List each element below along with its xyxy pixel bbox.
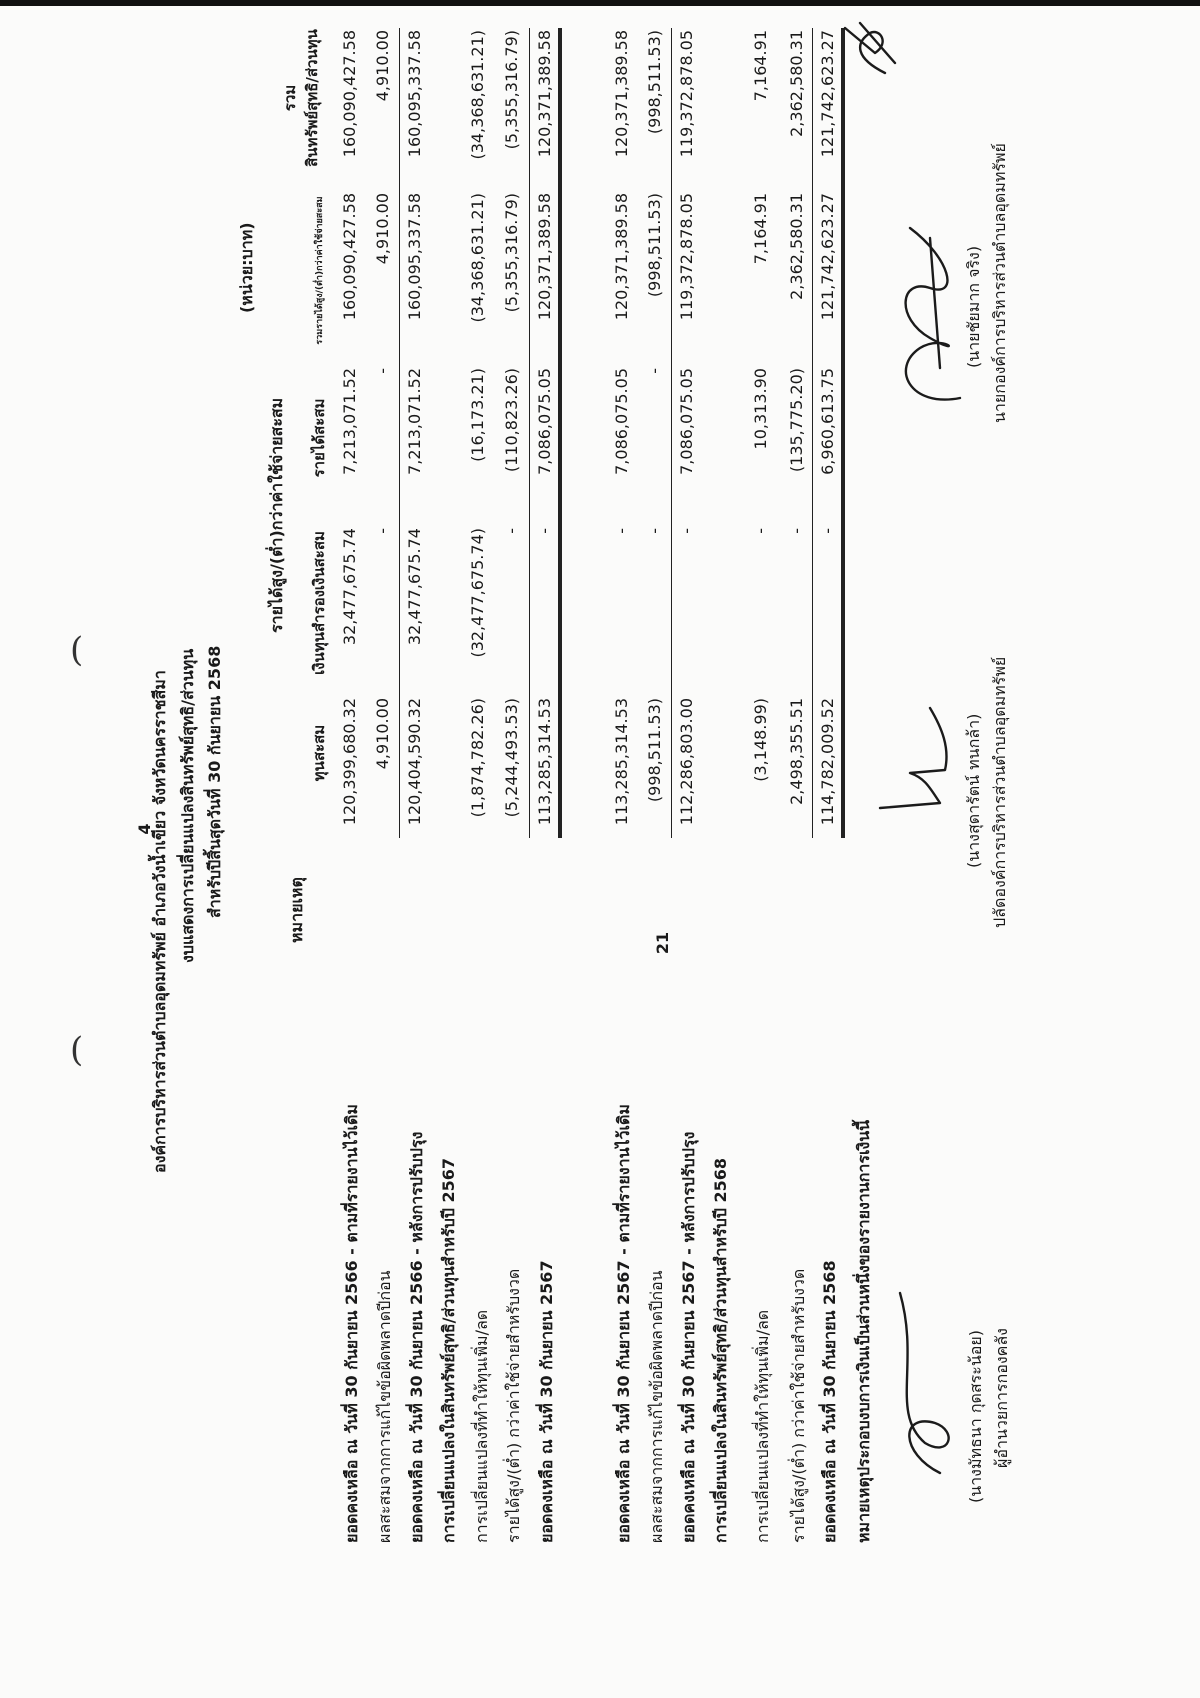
cell-total-equity: 2,362,580.31	[787, 30, 806, 137]
row-label: การเปลี่ยนแปลงที่ทำให้ทุนเพิ่ม/ลด	[472, 1309, 491, 1543]
cell-total-surplus: 160,090,427.58	[340, 193, 359, 321]
signatory-name: (นายชัยมาก จริง)	[964, 245, 983, 368]
cell-reserve: 32,477,675.74	[405, 528, 424, 646]
subtotal-rule	[671, 28, 672, 838]
signatory-name: (นางสุดารัตน์ ทนกล้า)	[964, 713, 983, 868]
cell-total-equity: 160,095,337.58	[405, 30, 424, 158]
cell-reserve: -	[818, 528, 837, 534]
column-header-reserve: เงินทุนสำรองเงินสะสม	[310, 531, 328, 675]
cell-reserve: -	[677, 528, 696, 534]
cell-capital: 120,399,680.32	[340, 698, 359, 826]
cell-accumulated: (135,775.20)	[787, 368, 806, 473]
cell-accumulated: 10,313.90	[751, 368, 770, 450]
row-label: ผลสะสมจากการแก้ไขข้อผิดพลาดปีก่อน	[375, 1270, 394, 1543]
column-header-note: หมายเหตุ	[287, 877, 306, 943]
cell-capital: (998,511.53)	[645, 698, 664, 803]
cell-capital: 113,285,314.53	[535, 698, 554, 826]
cell-total-surplus: 7,164.91	[751, 193, 770, 265]
cell-capital: 112,286,803.00	[677, 698, 696, 826]
cell-reserve: -	[373, 528, 392, 534]
initial-mark	[835, 13, 905, 83]
row-label: รายได้สูง/(ต่ำ) กว่าค่าใช้จ่ายสำหรับงวด	[504, 1268, 523, 1543]
statement-title: งบแสดงการเปลี่ยนแปลงสินทรัพย์สุทธิ/ส่วนทุน	[178, 648, 197, 963]
cell-reserve: -	[645, 528, 664, 534]
signatory-name: (นางมัทธนา กุดสระน้อย)	[966, 1329, 985, 1503]
cell-total-surplus: (5,355,316.79)	[502, 193, 521, 313]
column-header-total-surplus: รวมรายได้สูง/(ต่ำ)กว่าค่าใช้จ่ายสะสม	[315, 196, 325, 345]
cell-accumulated: 7,213,071.52	[405, 368, 424, 475]
cell-accumulated: 7,086,075.05	[677, 368, 696, 475]
subtotal-rule	[529, 28, 530, 838]
cell-total-equity: 121,742,623.27	[818, 30, 837, 158]
cell-accumulated: -	[645, 368, 664, 374]
subtotal-rule	[812, 28, 813, 838]
row-label: การเปลี่ยนแปลงที่ทำให้ทุนเพิ่ม/ลด	[753, 1309, 772, 1543]
column-header-accumulated: รายได้สะสม	[310, 398, 328, 478]
column-header-capital: ทุนสะสม	[310, 724, 328, 782]
cell-total-surplus: 121,742,623.27	[818, 193, 837, 321]
subtotal-rule	[399, 28, 400, 838]
column-header-surplus-group: รายได้สูง/(ต่ำ)กว่าค่าใช้จ่ายสะสม	[267, 397, 286, 633]
cell-total-equity: 120,371,389.58	[535, 30, 554, 158]
footnote: หมายเหตุประกอบงบการเงินเป็นส่วนหนึ่งของรายงานการเงินนี้	[854, 1119, 873, 1543]
row-label: ผลสะสมจากการแก้ไขข้อผิดพลาดปีก่อน	[647, 1270, 666, 1543]
signature-chief-administrator	[870, 698, 960, 848]
row-label: ยอดคงเหลือ ณ วันที่ 30 กันยายน 2568	[820, 1260, 839, 1543]
cell-total-equity: (5,355,316.79)	[502, 30, 521, 150]
cell-total-equity: (998,511.53)	[645, 30, 664, 135]
cell-capital: 113,285,314.53	[612, 698, 631, 826]
cell-reserve: -	[612, 528, 631, 534]
cell-total-equity: (34,368,631.21)	[468, 30, 487, 160]
cell-total-surplus: 160,095,337.58	[405, 193, 424, 321]
row-label: ยอดคงเหลือ ณ วันที่ 30 กันยายน 2567	[537, 1260, 556, 1543]
row-label: ยอดคงเหลือ ณ วันที่ 30 กันยายน 2567 - หลังการปรับปรุง	[679, 1131, 698, 1543]
signatory-title: นายกองค์การบริหารส่วนตำบลอุดมทรัพย์	[990, 143, 1009, 423]
cell-accumulated: 7,086,075.05	[535, 368, 554, 475]
signatory-title: ผู้อำนวยการกองคลัง	[992, 1328, 1011, 1468]
row-label: ยอดคงเหลือ ณ วันที่ 30 กันยายน 2566 - ตามที่รายงานไว้เดิม	[342, 1104, 361, 1543]
cell-capital: 114,782,009.52	[818, 698, 837, 826]
cell-capital: (1,874,782.26)	[468, 698, 487, 818]
cell-accumulated: (16,173.21)	[468, 368, 487, 462]
signature-finance-director	[880, 1283, 960, 1483]
cell-capital: 4,910.00	[373, 698, 392, 770]
cell-accumulated: 7,086,075.05	[612, 368, 631, 475]
cell-total-surplus: 4,910.00	[373, 193, 392, 265]
row-label: การเปลี่ยนแปลงในสินทรัพย์สุทธิ/ส่วนทุนสำหรับปี 2567	[439, 1157, 458, 1543]
cell-total-surplus: 120,371,389.58	[612, 193, 631, 321]
cell-capital: 120,404,590.32	[405, 698, 424, 826]
cell-reserve: (32,477,675.74)	[468, 528, 487, 658]
cell-accumulated: (110,823.26)	[502, 368, 521, 473]
column-header-total-equity: สินทรัพย์สุทธิ/ส่วนทุน	[303, 29, 321, 167]
cell-accumulated: -	[373, 368, 392, 374]
period-title: สำหรับปีสิ้นสุดวันที่ 30 กันยายน 2568	[205, 645, 224, 918]
cell-capital: (5,244,493.53)	[502, 698, 521, 818]
cell-accumulated: 7,213,071.52	[340, 368, 359, 475]
cell-total-equity: 119,372,878.05	[677, 30, 696, 158]
double-underline-rule	[558, 28, 562, 838]
cell-total-surplus: (998,511.53)	[645, 193, 664, 298]
row-label: การเปลี่ยนแปลงในสินทรัพย์สุทธิ/ส่วนทุนสำหรับปี 2568	[711, 1157, 730, 1543]
cell-reserve: 32,477,675.74	[340, 528, 359, 646]
cell-accumulated: 6,960,613.75	[818, 368, 837, 475]
cell-total-equity: 7,164.91	[751, 30, 770, 102]
unit-label: (หน่วย:บาท)	[237, 222, 256, 313]
row-label: รายได้สูง/(ต่ำ) กว่าค่าใช้จ่ายสำหรับงวด	[789, 1268, 808, 1543]
note-reference: 21	[653, 931, 672, 955]
column-header-total-label: รวม	[281, 84, 299, 112]
row-label: ยอดคงเหลือ ณ วันที่ 30 กันยายน 2567 - ตามที่รายงานไว้เดิม	[614, 1104, 633, 1543]
double-underline-rule	[841, 28, 845, 838]
cell-total-equity: 160,090,427.58	[340, 30, 359, 158]
page-number: 4	[135, 823, 154, 835]
punch-hole-mark: (	[70, 630, 84, 670]
cell-total-surplus: 120,371,389.58	[535, 193, 554, 321]
cell-capital: (3,148.99)	[751, 698, 770, 782]
cell-total-surplus: 2,362,580.31	[787, 193, 806, 300]
org-title: องค์การบริหารส่วนตำบลอุดมทรัพย์ อำเภอวังน้ำเขียว จังหวัดนครราชสีมา	[150, 670, 169, 1173]
row-label: ยอดคงเหลือ ณ วันที่ 30 กันยายน 2566 - หลังการปรับปรุง	[407, 1131, 426, 1543]
signatory-title: ปลัดองค์การบริหารส่วนตำบลอุดมทรัพย์	[990, 656, 1009, 928]
cell-capital: 2,498,355.51	[787, 698, 806, 805]
cell-total-equity: 4,910.00	[373, 30, 392, 102]
cell-reserve: -	[787, 528, 806, 534]
cell-total-equity: 120,371,389.58	[612, 30, 631, 158]
cell-reserve: -	[751, 528, 770, 534]
cell-reserve: -	[502, 528, 521, 534]
punch-hole-mark: (	[70, 1030, 84, 1070]
cell-total-surplus: (34,368,631.21)	[468, 193, 487, 323]
cell-reserve: -	[535, 528, 554, 534]
cell-total-surplus: 119,372,878.05	[677, 193, 696, 321]
